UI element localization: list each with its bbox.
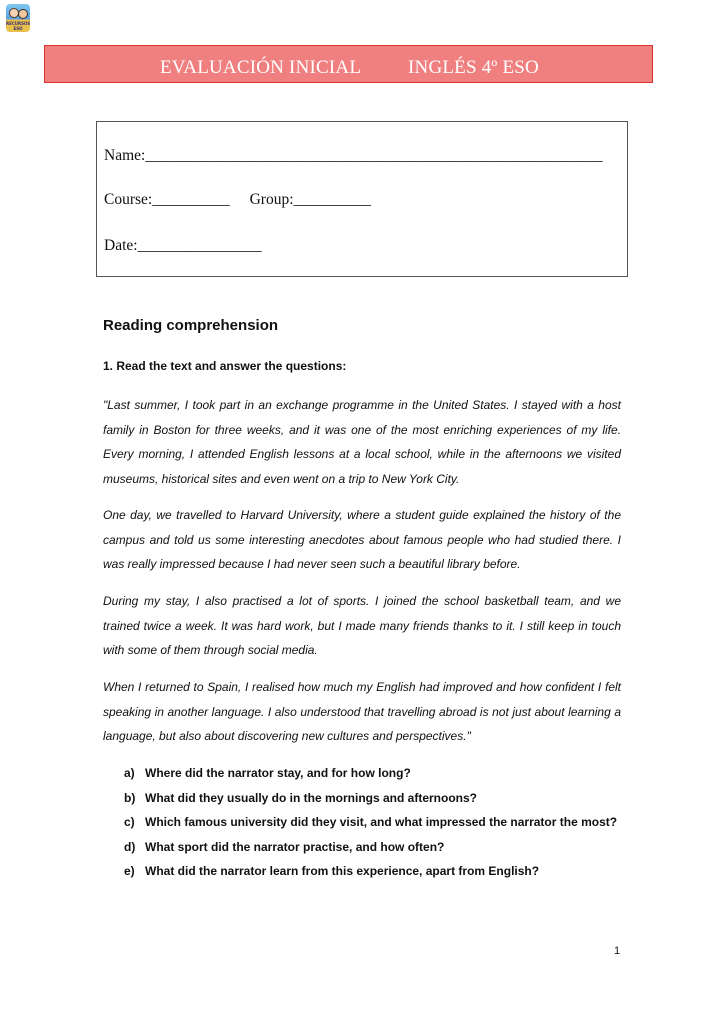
question-letter: a) [124,766,135,780]
reading-paragraph: During my stay, I also practised a lot of sports. I joined the school basketball team, and we trained twice a week. It was hard work, but I made many friends thanks to it. I still keep in touch with some of them through social media. [103,594,621,657]
date-field[interactable]: ________________ [137,237,262,254]
name-field[interactable]: ___________________________________________________________ [145,147,603,164]
question-text: What did the narrator learn from this experience, apart from English? [145,864,540,878]
question-item [103,810,617,835]
header-banner [44,45,653,83]
question-text: Where did the narrator stay, and for how long? [145,766,411,780]
name-label: Name: [104,147,146,164]
question-letter: d) [124,839,136,854]
subject-title: INGLÉS 4º ESO [408,57,539,78]
logo-text: RECURSOS ESO [6,21,30,31]
date-label: Date: [104,237,138,254]
page-number: 1 [614,945,621,957]
question-item [103,761,617,786]
question-letter: b) [124,790,136,805]
question-item [103,859,617,884]
exercise-instruction: 1. Read the text and answer the questions: [103,359,347,373]
date-row [104,237,262,255]
course-group-row [104,191,371,209]
reading-paragraph: When I returned to Spain, I realised how much my English had improved and how confident I felt speaking in another language. I also understood that travelling abroad is not just about learning a language, but also about discovering new cultures and perspectives." [103,680,621,743]
question-item [103,835,617,860]
question-text: Which famous university did they visit, and what impressed the narrator the most? [145,815,618,829]
kid-face-icon [18,9,28,19]
group-label: Group: [249,191,294,208]
question-item [103,786,617,811]
student-info-box [96,121,628,277]
question-list [103,761,617,884]
question-text: What did they usually do in the mornings and afternoons? [145,790,478,805]
school-kids-logo-icon [6,4,30,32]
section-title: Reading comprehension [103,317,279,334]
course-label: Course: [104,191,153,208]
reading-paragraph: "Last summer, I took part in an exchange programme in the United States. I stayed with a host family in Boston for three weeks, and it was one of the most enriching experiences of my life. Every morning, I attended English lessons at a local school, while in the afternoons we visited museums, historical sites and even went on a trip to New York City. [103,398,621,486]
group-field[interactable]: __________ [293,191,372,208]
question-letter: e) [124,864,135,878]
exam-title: EVALUACIÓN INICIAL [160,57,362,78]
reading-paragraph: One day, we travelled to Harvard University, where a student guide explained the history of the campus and told us some interesting anecdotes about famous people who had studied there. I was really impressed because I had never seen such a beautiful library before. [103,508,621,571]
name-row [104,147,603,165]
course-field[interactable]: __________ [152,191,230,208]
question-letter: c) [124,815,135,829]
question-text: What sport did the narrator practise, and how often? [145,839,445,854]
